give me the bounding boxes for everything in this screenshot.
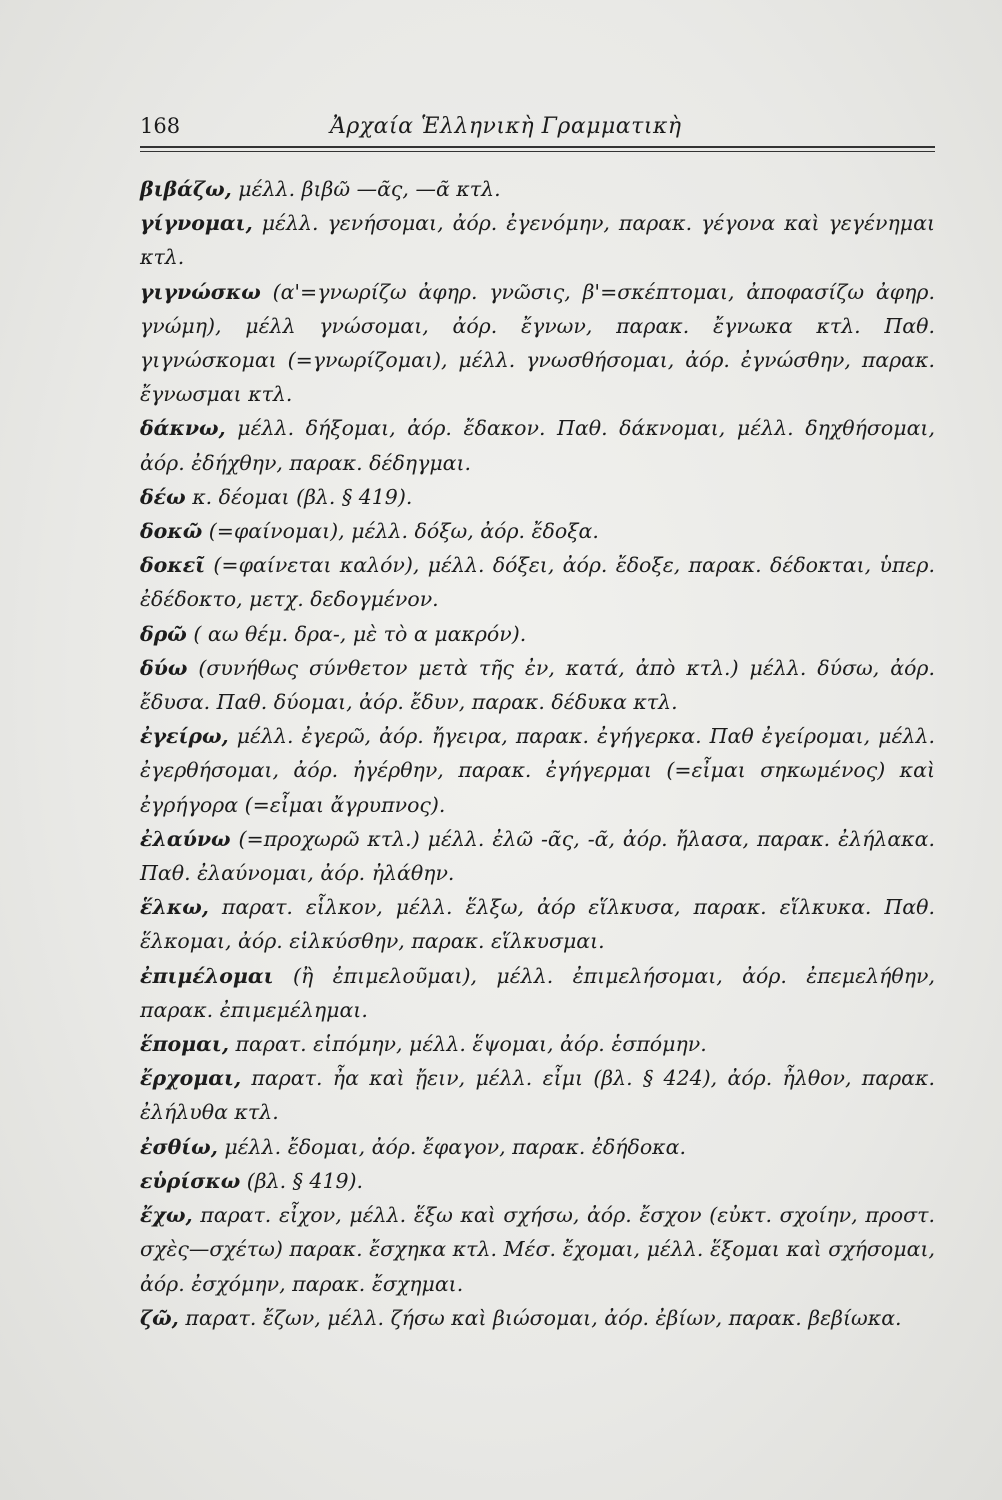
entry-lemma: γιγνώσκω <box>140 279 261 304</box>
entry-text: μέλλ. ἐγερῶ, ἀόρ. ἤγειρα, παρακ. ἐγήγερκα. Παθ ἐγείρομαι, μέλλ. ἐγερθήσομαι, ἀόρ. ἠγέρθην, παρακ. ἐγήγερμαι (=εἶμαι σηκωμένος) καὶ ἐγρήγορα (=εἶμαι ἄγρυπνος). <box>140 724 935 817</box>
entry-lemma: εὑρίσκω <box>140 1168 241 1193</box>
entry-lemma: δοκεῖ <box>140 553 206 578</box>
entry-text: μέλλ. γενήσομαι, ἀόρ. ἐγενόμην, παρακ. γέγονα καὶ γεγένημαι κτλ. <box>140 211 935 270</box>
entry-dakno <box>140 411 935 479</box>
entry-text: ( αω θέμ. δρα-, μὲ τὸ α μακρόν). <box>193 621 527 646</box>
entry-egeiro <box>140 719 935 822</box>
entry-text: (βλ. § 419). <box>246 1168 364 1193</box>
entry-lemma: ἐπιμέλομαι <box>140 963 274 988</box>
entry-lemma: γίγνομαι, <box>140 211 253 236</box>
entry-lemma: ζῶ, <box>140 1305 179 1330</box>
entry-text: παρατ. εἷλκον, μέλλ. ἕλξω, ἀόρ εἵλκυσα, παρακ. εἵλκυκα. Παθ. ἕλκομαι, ἀόρ. εἱλκύσθην, παρακ. εἵλκυσμαι. <box>140 895 935 954</box>
entry-bibazo <box>140 172 935 206</box>
entry-lemma: δέω <box>140 484 186 509</box>
entry-text: παρατ. εἱπόμην, μέλλ. ἕψομαι, ἀόρ. ἑσπόμην. <box>235 1032 707 1057</box>
entry-dro <box>140 617 935 651</box>
entry-deo <box>140 480 935 514</box>
entry-lemma: δύω <box>140 655 188 680</box>
entry-helko <box>140 890 935 958</box>
entry-text: (ἢ ἐπιμελοῦμαι), μέλλ. ἐπιμελήσομαι, ἀόρ. ἐπεμελήθην, παρακ. ἐπιμεμέλημαι. <box>140 963 935 1022</box>
entry-text: (=φαίνεται καλόν), μέλλ. δόξει, ἀόρ. ἔδοξε, παρακ. δέδοκται, ὑπερ. ἐδέδοκτο, μετχ. δεδογμένον. <box>140 553 935 612</box>
header-rule <box>140 146 935 148</box>
entry-lemma: ἕπομαι, <box>140 1032 229 1057</box>
entry-doko <box>140 514 935 548</box>
entry-dyo <box>140 651 935 719</box>
entry-lemma: δοκῶ <box>140 519 203 544</box>
entry-text: παρατ. ἔζων, μέλλ. ζήσω καὶ βιώσομαι, ἀόρ. ἐβίων, παρακ. βεβίωκα. <box>185 1305 902 1330</box>
page-body <box>140 172 935 1335</box>
running-title: Ἀρχαία Ἑλληνικὴ Γραμματικὴ <box>330 114 682 139</box>
entry-text: (α'=γνωρίζω ἀφηρ. γνῶσις, β'=σκέπτομαι, ἀποφασίζω ἀφηρ. γνώμη), μέλλ γνώσομαι, ἀόρ. ἔγνων, παρακ. ἔγνωκα κτλ. Παθ. γιγνώσκομαι (=γνωρίζομαι), μέλλ. γνωσθήσομαι, ἀόρ. ἐγνώσθην, παρακ. ἔγνωσμαι κτλ. <box>140 279 935 407</box>
entry-erchomai <box>140 1061 935 1129</box>
entry-lemma: ἐσθίω, <box>140 1134 218 1159</box>
entry-text: κ. δέομαι (βλ. § 419). <box>192 484 413 509</box>
entry-text: (συνήθως σύνθετον μετὰ τῆς ἐν, κατά, ἀπὸ κτλ.) μέλλ. δύσω, ἀόρ. ἔδυσα. Παθ. δύομαι, ἀόρ. ἔδυν, παρακ. δέδυκα κτλ. <box>140 655 935 715</box>
entry-text: παρατ. ἦα καὶ ᾔειν, μέλλ. εἶμι (βλ. § 424), ἀόρ. ἦλθον, παρακ. ἐλήλυθα κτλ. <box>140 1066 935 1125</box>
entry-hepomai <box>140 1027 935 1061</box>
entry-gignomai <box>140 206 935 274</box>
entry-lemma: ἔχω, <box>140 1203 193 1228</box>
entry-text: μέλλ. βιβῶ —ᾶς, —ᾶ κτλ. <box>238 177 501 201</box>
entry-text: μέλλ. δήξομαι, ἀόρ. ἔδακον. Παθ. δάκνομαι, μέλλ. δηχθήσομαι, ἀόρ. ἐδήχθην, παρακ. δέδηγμαι. <box>140 416 935 475</box>
entry-epimelomai <box>140 959 935 1027</box>
entry-esthio <box>140 1130 935 1164</box>
entry-lemma: ἕλκω, <box>140 895 209 920</box>
entry-lemma: δάκνω, <box>140 416 226 441</box>
entry-lemma: ἐγείρω, <box>140 724 229 749</box>
entry-lemma: βιβάζω, <box>140 177 232 201</box>
page-header <box>140 112 935 148</box>
entry-heurisko <box>140 1164 935 1198</box>
entry-zo <box>140 1301 935 1335</box>
entry-text: παρατ. εἶχον, μέλλ. ἕξω καὶ σχήσω, ἀόρ. ἔσχον (εὐκτ. σχοίην, προστ. σχὲς—σχέτω) παρακ. ἔσχηκα κτλ. Μέσ. ἔχομαι, μέλλ. ἕξομαι καὶ σχήσομαι, ἀόρ. ἐσχόμην, παρακ. ἔσχημαι. <box>140 1203 935 1296</box>
entry-gignosko <box>140 275 935 412</box>
entry-text: (=προχωρῶ κτλ.) μέλλ. ἐλῶ -ᾶς, -ᾶ, ἀόρ. ἤλασα, παρακ. ἐλήλακα. Παθ. ἐλαύνομαι, ἀόρ. ἠλάθην. <box>140 826 935 886</box>
entry-text: (=φαίνομαι), μέλλ. δόξω, ἀόρ. ἔδοξα. <box>208 519 599 544</box>
entry-text: μέλλ. ἔδομαι, ἀόρ. ἔφαγον, παρακ. ἐδήδοκα. <box>224 1134 686 1159</box>
page-number: 168 <box>140 114 181 138</box>
entry-dokei <box>140 548 935 616</box>
header-rule-thin <box>140 151 935 152</box>
entry-elauno <box>140 822 935 890</box>
entry-lemma: ἔρχομαι, <box>140 1066 242 1091</box>
entry-lemma: δρῶ <box>140 621 187 646</box>
entry-echo <box>140 1198 935 1301</box>
entry-lemma: ἐλαύνω <box>140 826 231 851</box>
